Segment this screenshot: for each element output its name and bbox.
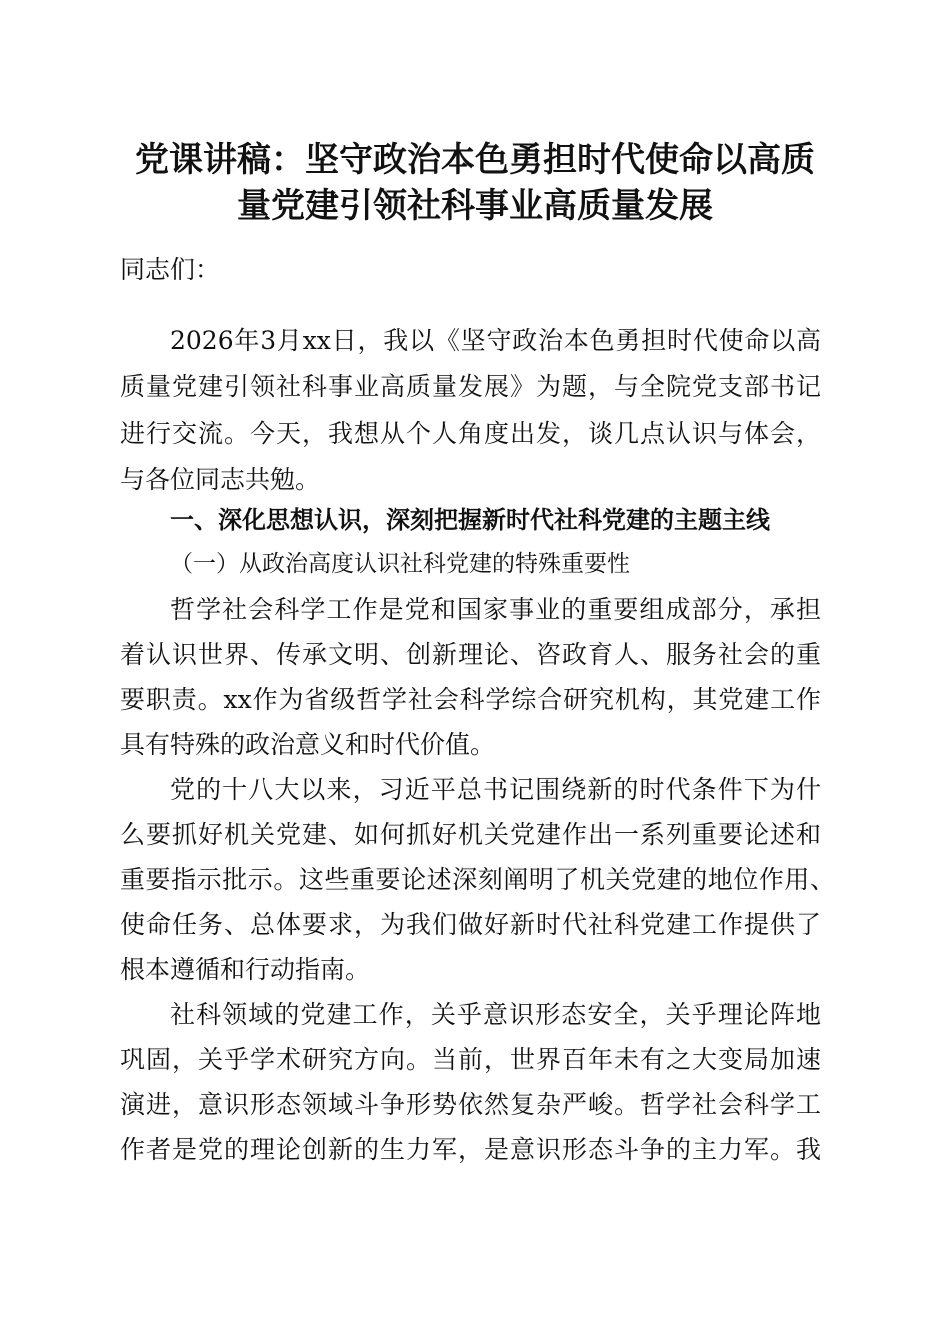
title-line: 量党建引领社科事业高质量发展 [237, 186, 713, 226]
subsection-heading: （一）从政治高度认识社科党建的特殊重要性 [170, 551, 630, 577]
text-line: 巩固，关乎学术研究方向。当前，世界百年未有之大变局加速 [120, 1045, 821, 1074]
text-line: 党的十八大以来，习近平总书记围绕新的时代条件下为什 [170, 775, 821, 804]
text-line: 着认识世界、传承文明、创新理论、咨政育人、服务社会的重 [120, 640, 821, 669]
section-heading: 一、深化思想认识，深刻把握新时代社科党建的主题主线 [170, 506, 770, 534]
text-line: 重要指示批示。这些重要论述深刻阐明了机关党建的地位作用、 [120, 865, 835, 894]
text-line: 进行交流。今天，我想从个人角度出发，谈几点认识与体会， [120, 419, 821, 448]
text-line: 根本遵循和行动指南。 [120, 955, 371, 984]
text-line: 社科领域的党建工作，关乎意识形态安全，关乎理论阵地 [170, 1000, 821, 1029]
title-line: 党课讲稿：坚守政治本色勇担时代使命以高质 [135, 140, 815, 180]
text-line: 2026年3月xx日，我以《坚守政治本色勇担时代使命以高 [170, 326, 821, 355]
text-line: 质量党建引领社科事业高质量发展》为题，与全院党支部书记 [120, 372, 821, 401]
text-line: 与各位同志共勉。 [120, 465, 321, 494]
text-line: 具有特殊的政治意义和时代价值。 [120, 730, 496, 759]
text-line: 使命任务、总体要求，为我们做好新时代社科党建工作提供了 [120, 910, 821, 939]
text-line: 作者是党的理论创新的生力军，是意识形态斗争的主力军。我 [120, 1135, 821, 1164]
text-line: 演进，意识形态领域斗争形势依然复杂严峻。哲学社会科学工 [120, 1090, 821, 1119]
text-line: 么要抓好机关党建、如何抓好机关党建作出一系列重要论述和 [120, 820, 821, 849]
text-line: 哲学社会科学工作是党和国家事业的重要组成部分，承担 [170, 595, 821, 624]
text-line: 要职责。xx作为省级哲学社会科学综合研究机构，其党建工作 [120, 685, 821, 714]
salutation: 同志们： [120, 255, 221, 284]
